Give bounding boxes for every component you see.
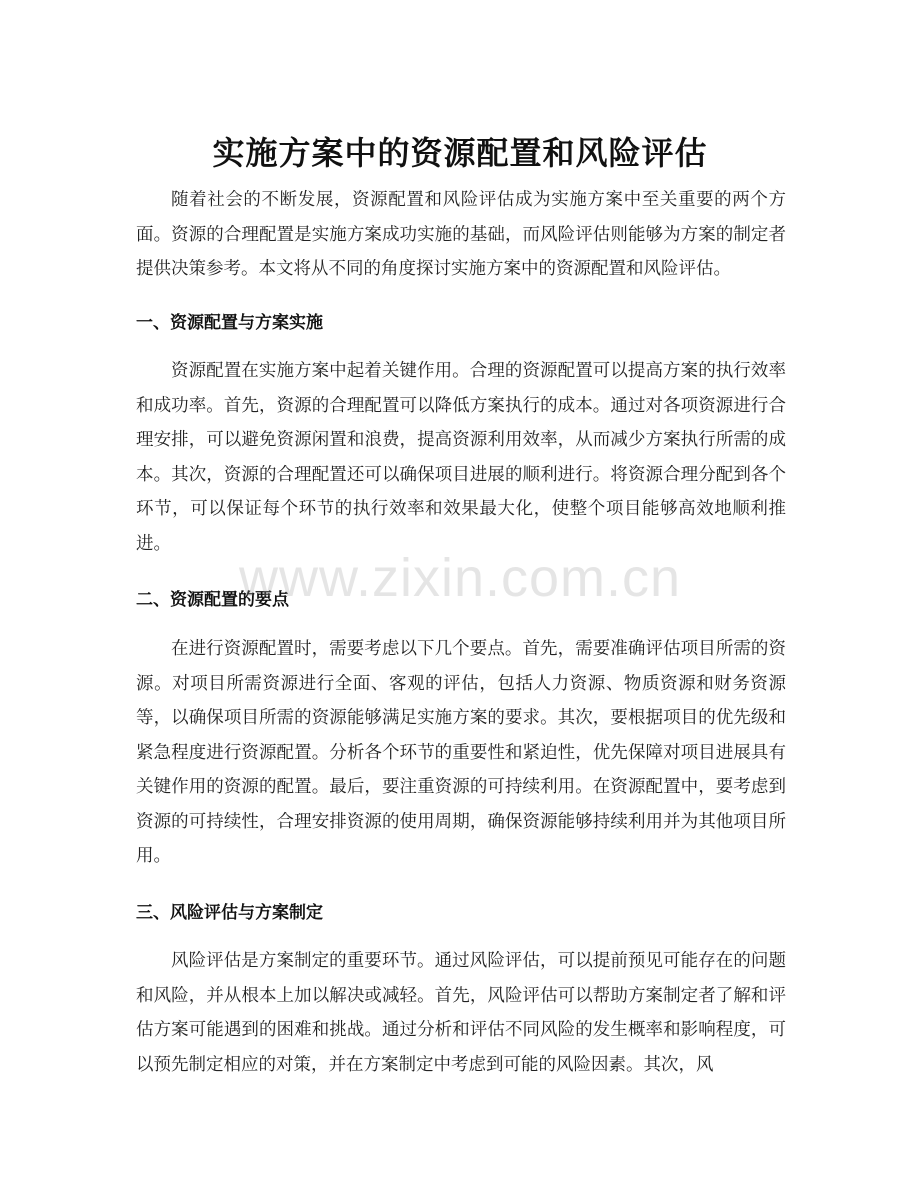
section-2-heading: 二、资源配置的要点 (136, 590, 289, 610)
watermark-text: www.zixin.com.cn (238, 548, 682, 608)
section-1-paragraph: 资源配置在实施方案中起着关键作用。合理的资源配置可以提高方案的执行效率和成功率。首先，资源的合理配置可以降低方案执行的成本。通过对各项资源进行合理安排，可以避免资源闲置和浪费，提高资源利用效率，从而减少方案执行所需的成本。其次，资源的合理配置还可以确保项目进展的顺利进行。将资源合理分配到各个环节，可以保证每个环节的执行效率和效果最大化，使整个项目能够高效地顺利推进。 (136, 361, 786, 554)
section-2-paragraph: 在进行资源配置时，需要考虑以下几个要点。首先，需要准确评估项目所需的资源。对项目所需资源进行全面、客观的评估，包括人力资源、物质资源和财务资源等，以确保项目所需的资源能够满足实施方案的要求。其次，要根据项目的优先级和紧急程度进行资源配置。分析各个环节的重要性和紧迫性，优先保障对项目进展具有关键作用的资源的配置。最后，要注重资源的可持续利用。在资源配置中，要考虑到资源的可持续性，合理安排资源的使用周期，确保资源能够持续利用并为其他项目所用。 (136, 639, 786, 866)
intro-paragraph: 随着社会的不断发展，资源配置和风险评估成为实施方案中至关重要的两个方面。资源的合理配置是实施方案成功实施的基础，而风险评估则能够为方案的制定者提供决策参考。本文将从不同的角度探讨实施方案中的资源配置和风险评估。 (136, 190, 786, 279)
section-1-heading: 一、资源配置与方案实施 (136, 313, 323, 333)
section-3-heading: 三、风险评估与方案制定 (136, 903, 323, 923)
section-3-paragraph: 风险评估是方案制定的重要环节。通过风险评估，可以提前预见可能存在的问题和风险，并从根本上加以解决或减轻。首先，风险评估可以帮助方案制定者了解和评估方案可能遇到的困难和挑战。通过分析和评估不同风险的发生概率和影响程度，可以预先制定相应的对策，并在方案制定中考虑到可能的风险因素。其次，风 (136, 951, 786, 1075)
document-title: 实施方案中的资源配置和风险评估 (212, 134, 708, 173)
